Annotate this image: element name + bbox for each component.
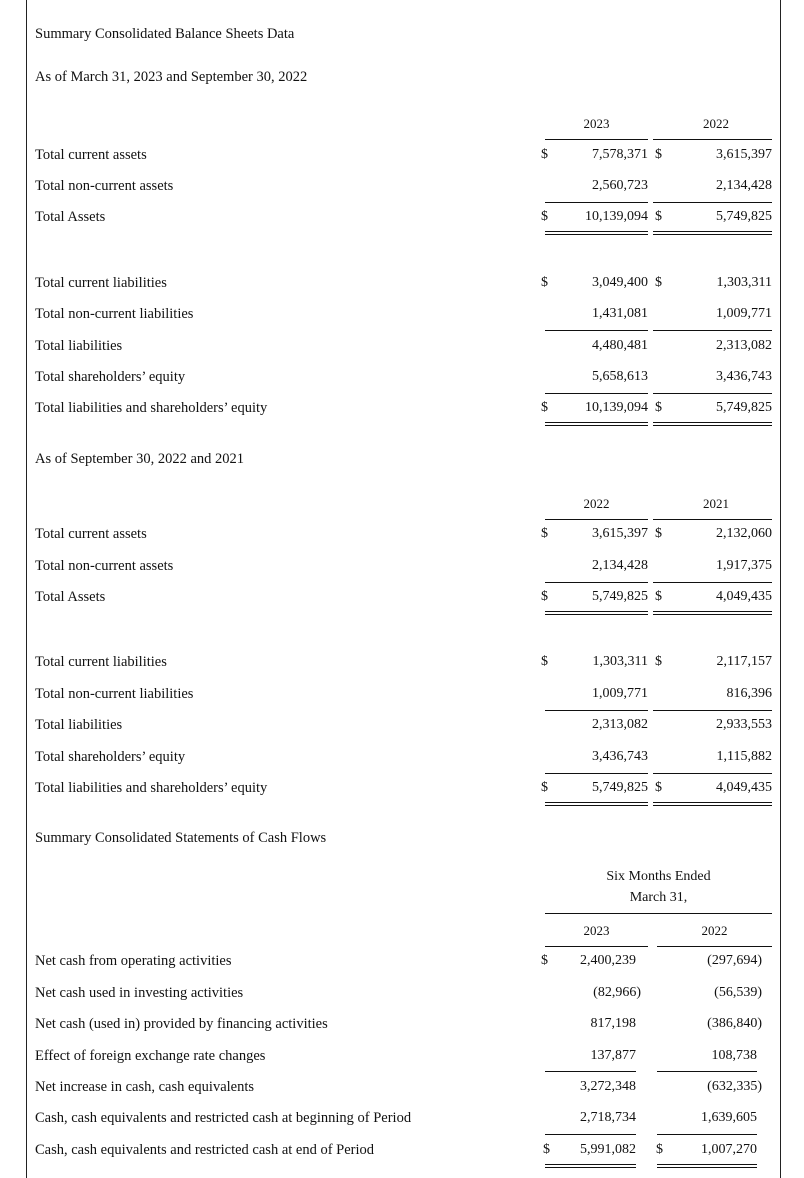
- row-label: Net cash used in investing activities: [35, 985, 244, 1001]
- subtotal-rule: [545, 773, 648, 774]
- currency-symbol: $: [541, 953, 548, 968]
- value-col2: (386,840): [707, 1016, 762, 1031]
- value-col1: 7,578,371: [592, 147, 648, 162]
- row-label: Net increase in cash, cash equivalents: [35, 1079, 255, 1095]
- value-col2: 1,917,375: [716, 558, 772, 573]
- subtotal-rule: [657, 1071, 757, 1072]
- subtotal-rule: [657, 1134, 757, 1135]
- total-double-rule: [657, 1164, 757, 1168]
- column-header: 2022: [701, 923, 728, 938]
- row-label: Total non-current assets: [35, 178, 174, 194]
- subtotal-rule: [545, 1071, 636, 1072]
- value-col1: 3,436,743: [592, 749, 648, 764]
- row-label: Total liabilities: [35, 717, 123, 733]
- subtotal-rule: [653, 330, 772, 331]
- subtotal-rule: [545, 710, 648, 711]
- value-col2: 2,117,157: [716, 654, 772, 669]
- header-rule: [653, 519, 772, 520]
- header-rule: [657, 946, 772, 947]
- value-col2: 2,132,060: [716, 526, 772, 541]
- row-label: Total current liabilities: [35, 275, 167, 291]
- subtotal-rule: [653, 582, 772, 583]
- header-rule: [653, 139, 772, 140]
- value-col2: 1,639,605: [701, 1110, 757, 1125]
- value-col1: 10,139,094: [585, 209, 648, 224]
- total-double-rule: [545, 422, 648, 426]
- page-left-border: [26, 0, 27, 1178]
- value-col1: 4,480,481: [592, 338, 648, 353]
- value-col2: 4,049,435: [716, 780, 772, 795]
- value-col2: 816,396: [726, 686, 772, 701]
- currency-symbol: $: [541, 780, 548, 795]
- total-double-rule: [653, 802, 772, 806]
- currency-symbol: $: [541, 400, 548, 415]
- row-label: Total shareholders’ equity: [35, 369, 186, 385]
- total-double-rule: [653, 422, 772, 426]
- currency-symbol: $: [541, 526, 548, 541]
- total-double-rule: [545, 231, 648, 235]
- subtotal-rule: [653, 202, 772, 203]
- value-col1: 1,009,771: [592, 686, 648, 701]
- value-col2: 1,115,882: [716, 749, 772, 764]
- value-col1: 2,400,239: [580, 953, 636, 968]
- row-label: Total liabilities: [35, 338, 123, 354]
- row-label: Total liabilities and shareholders’ equity: [35, 400, 268, 416]
- period-header: Six Months Ended: [606, 869, 711, 884]
- row-label: Cash, cash equivalents and restricted cash at beginning of Period: [35, 1110, 412, 1126]
- currency-symbol: $: [655, 780, 662, 795]
- value-col1: 5,991,082: [580, 1142, 636, 1157]
- row-label: Total current assets: [35, 526, 147, 542]
- column-header: 2022: [583, 496, 610, 511]
- value-col2: (632,335): [707, 1079, 762, 1094]
- value-col1: 3,272,348: [580, 1079, 636, 1094]
- currency-symbol: $: [655, 589, 662, 604]
- value-col2: 4,049,435: [716, 589, 772, 604]
- currency-symbol: $: [541, 209, 548, 224]
- row-label: Total non-current liabilities: [35, 686, 194, 702]
- column-header: 2023: [583, 116, 610, 131]
- value-col2: 5,749,825: [716, 209, 772, 224]
- value-col2: 3,615,397: [716, 147, 772, 162]
- row-label: Total Assets: [35, 589, 106, 605]
- subtotal-rule: [653, 773, 772, 774]
- header-rule: [545, 913, 772, 914]
- value-col1: 2,313,082: [592, 717, 648, 732]
- row-label: Net cash from operating activities: [35, 953, 232, 969]
- value-col2: (56,539): [714, 985, 762, 1000]
- currency-symbol: $: [655, 526, 662, 541]
- header-rule: [545, 946, 648, 947]
- currency-symbol: $: [541, 589, 548, 604]
- total-double-rule: [545, 1164, 636, 1168]
- column-header: 2023: [583, 923, 610, 938]
- total-double-rule: [545, 802, 648, 806]
- value-col2: 2,134,428: [716, 178, 772, 193]
- subtotal-rule: [653, 393, 772, 394]
- value-col1: 10,139,094: [585, 400, 648, 415]
- currency-symbol: $: [655, 209, 662, 224]
- document-title: Summary Consolidated Balance Sheets Data: [35, 26, 295, 42]
- row-label: Total non-current assets: [35, 558, 174, 574]
- period-header: March 31,: [629, 890, 688, 905]
- subtotal-rule: [545, 330, 648, 331]
- value-col1: 3,615,397: [592, 526, 648, 541]
- subtotal-rule: [545, 393, 648, 394]
- row-label: Cash, cash equivalents and restricted cash at end of Period: [35, 1142, 375, 1158]
- row-label: Total liabilities and shareholders’ equity: [35, 780, 268, 796]
- row-label: Total Assets: [35, 209, 106, 225]
- currency-symbol: $: [656, 1142, 663, 1157]
- currency-symbol: $: [655, 654, 662, 669]
- row-label: Total current liabilities: [35, 654, 167, 670]
- value-col1: 817,198: [590, 1016, 636, 1031]
- row-label: Total shareholders’ equity: [35, 749, 186, 765]
- subtotal-rule: [653, 710, 772, 711]
- value-col2: 1,303,311: [716, 275, 772, 290]
- subtotal-rule: [545, 202, 648, 203]
- row-label: Total current assets: [35, 147, 147, 163]
- balance-sheet-1-heading: As of March 31, 2023 and September 30, 2022: [35, 69, 308, 85]
- value-col1: 1,303,311: [592, 654, 648, 669]
- value-col1: 1,431,081: [592, 306, 648, 321]
- total-double-rule: [653, 611, 772, 615]
- cash-flows-title: Summary Consolidated Statements of Cash Flows: [35, 830, 327, 846]
- row-label: Effect of foreign exchange rate changes: [35, 1048, 266, 1064]
- currency-symbol: $: [655, 275, 662, 290]
- value-col1: 2,134,428: [592, 558, 648, 573]
- value-col2: 3,436,743: [716, 369, 772, 384]
- total-double-rule: [545, 611, 648, 615]
- currency-symbol: $: [541, 147, 548, 162]
- currency-symbol: $: [541, 654, 548, 669]
- value-col1: 5,749,825: [592, 589, 648, 604]
- column-header: 2021: [703, 496, 729, 511]
- value-col1: 5,749,825: [592, 780, 648, 795]
- currency-symbol: $: [543, 1142, 550, 1157]
- value-col2: 5,749,825: [716, 400, 772, 415]
- subtotal-rule: [545, 1134, 636, 1135]
- value-col1: 137,877: [590, 1048, 636, 1063]
- subtotal-rule: [545, 582, 648, 583]
- currency-symbol: $: [655, 147, 662, 162]
- value-col1: (82,966): [593, 985, 641, 1000]
- header-rule: [545, 519, 648, 520]
- value-col1: 2,718,734: [580, 1110, 636, 1125]
- currency-symbol: $: [655, 400, 662, 415]
- value-col2: (297,694): [707, 953, 762, 968]
- value-col1: 3,049,400: [592, 275, 648, 290]
- value-col2: 108,738: [711, 1048, 757, 1063]
- column-header: 2022: [703, 116, 729, 131]
- page-right-border: [780, 0, 781, 1178]
- row-label: Total non-current liabilities: [35, 306, 194, 322]
- header-rule: [545, 139, 648, 140]
- value-col1: 5,658,613: [592, 369, 648, 384]
- currency-symbol: $: [541, 275, 548, 290]
- total-double-rule: [653, 231, 772, 235]
- value-col2: 1,007,270: [701, 1142, 757, 1157]
- value-col1: 2,560,723: [592, 178, 648, 193]
- value-col2: 2,933,553: [716, 717, 772, 732]
- value-col2: 2,313,082: [716, 338, 772, 353]
- row-label: Net cash (used in) provided by financing activities: [35, 1016, 328, 1032]
- balance-sheet-2-heading: As of September 30, 2022 and 2021: [35, 451, 245, 467]
- value-col2: 1,009,771: [716, 306, 772, 321]
